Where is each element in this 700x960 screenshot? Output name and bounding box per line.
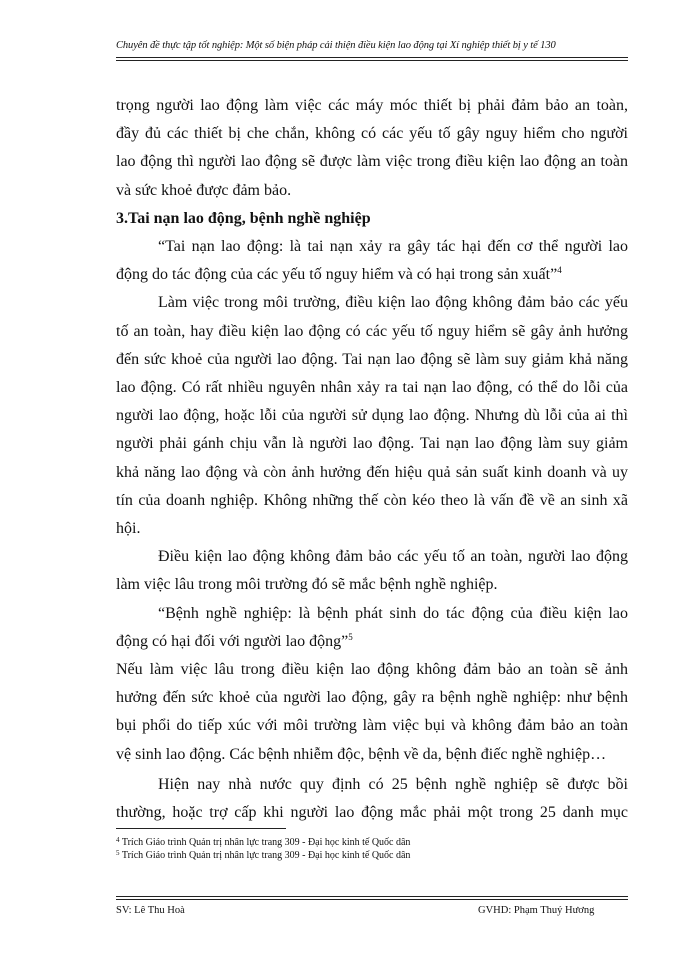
paragraph-7 [116,771,628,827]
text-line: Điều kiện lao động không đảm bảo các yếu tố an toàn, người lao động [158,548,628,566]
paragraph-5-quote [116,600,628,656]
paragraph-6 [116,656,628,769]
footer-advisor: GVHD: Phạm Thuý Hương [478,905,595,916]
text-line: Hiện nay nhà nước quy định có 25 bệnh nghề nghiệp sẽ được bồi [158,775,628,793]
text-line: động có hại đối với người lao động”$^5$ [116,631,353,650]
footer-rule-top [116,896,628,897]
text-line: động do tác động của các yếu tố nguy hiểm và có hại trong sản xuất”$^4$ [116,265,562,284]
paragraph-2-quote [116,233,628,289]
footnote-ref-4[interactable]: 4 [557,265,562,276]
running-header: Chuyên đề thực tập tốt nghiệp: Một số biện pháp cải thiện điều kiện lao động tại Xí nghiệp thiết bị y tế 130 [116,40,556,51]
text-line: người phải gánh chịu vẫn là người lao động. Tai nạn lao động làm suy giảm [116,435,628,453]
section-heading: 3.Tai nạn lao động, bệnh nghề nghiệp [116,209,371,227]
document-body [116,92,628,827]
text-line: tín của doanh nghiệp. Không những thế còn kéo theo là vấn đề về an sinh xã [116,491,628,509]
text-line: và sức khoẻ được đảm bảo. [116,181,292,199]
footer-student: SV: Lê Thu Hoà [116,905,185,916]
paragraph-4 [116,543,628,599]
paragraph-1 [116,92,628,205]
text-line: người lao động, hoặc lỗi của người sử dụng lao động. Nhưng dù lỗi của ai thì [116,407,628,425]
text-line: “Bệnh nghề nghiệp: là bệnh phát sinh do tác động của điều kiện lao [158,604,628,622]
text-line: “Tai nạn lao động: là tai nạn xảy ra gây tác hại đến cơ thể người lao [158,238,628,256]
text-line: vệ sinh lao động. Các bệnh nhiễm độc, bệnh về da, bệnh điếc nghề nghiệp… [116,745,607,763]
text-line: lao động thì người lao động sẽ được làm việc trong điều kiện lao động an toàn [116,153,628,171]
text-line: tố an toàn, hay điều kiện lao động có các yếu tố nguy hiểm sẽ gây ảnh hưởng [116,322,628,340]
text-line: Làm việc trong môi trường, điều kiện lao động không đảm bảo các yếu [158,294,628,312]
header-rule-bottom [116,60,628,61]
footer-rule-bottom [116,899,628,900]
paragraph-3 [116,289,628,543]
text-line: hội. [116,520,141,538]
header-rule-top [116,57,628,58]
text-line: trọng người lao động làm việc các máy móc thiết bị phải đảm bảo an toàn, [116,97,628,114]
text-line: khả năng lao động và còn ảnh hưởng đến hiệu quả sản suất kinh doanh và uy [116,463,628,481]
footnote-separator [116,828,286,829]
text-line: lao động. Có rất nhiều nguyên nhân xảy ra tai nạn lao động, có thể do lỗi của [116,379,628,397]
text-line: thường, hoặc trợ cấp khi người lao động mắc phải một trong 25 danh mục [116,804,628,822]
text-line: Nếu làm việc lâu trong điều kiện lao động không đảm bảo an toàn sẽ ảnh [116,661,628,679]
text-line: đến sức khoẻ của người lao động. Tai nạn lao động sẽ làm suy giảm khả năng [116,350,628,368]
text-line: hưởng đến sức khoẻ của người lao động, gây ra bệnh nghề nghiệp: như bệnh [116,689,628,707]
text-line: bụi phổi do tiếp xúc với môi trường làm việc bụi và không đảm bảo an toàn [116,717,628,735]
text-line: đầy đủ các thiết bị che chắn, không có các yếu tố gây nguy hiểm cho người [116,125,628,143]
footnote-5: $^5$ Trích Giáo trình Quản trị nhân lực trang 309 - Đại học kinh tế Quốc dân [116,849,411,861]
footnote-4: $^4$ Trích Giáo trình Quản trị nhân lực trang 309 - Đại học kinh tế Quốc dân [116,836,411,848]
text-line: làm việc lâu trong môi trường đó sẽ mắc bệnh nghề nghiệp. [116,576,498,594]
footnote-ref-5[interactable]: 5 [348,631,353,642]
footnotes [116,836,410,862]
